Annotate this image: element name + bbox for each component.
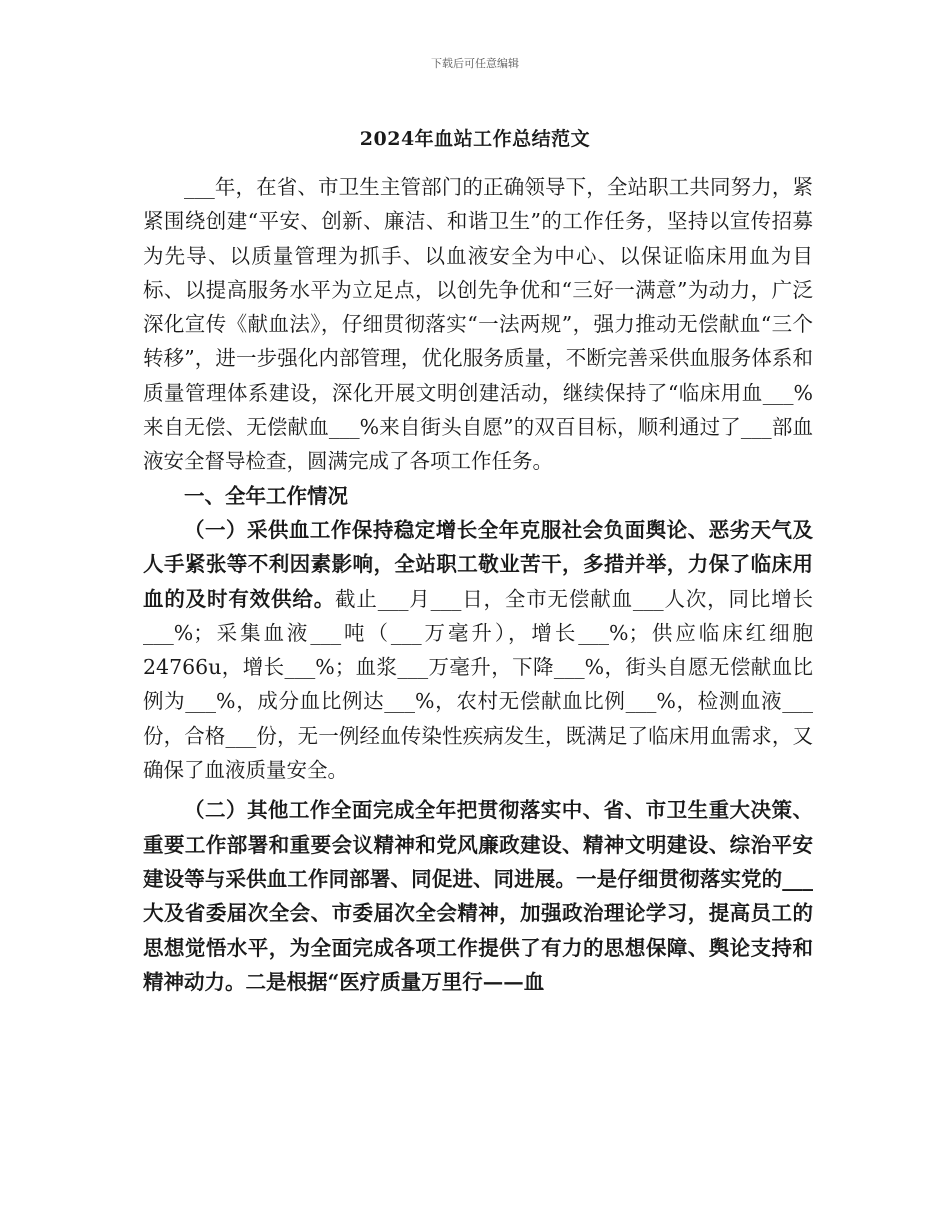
- document-title: 2024年血站工作总结范文: [359, 128, 591, 150]
- intro-paragraph: ___年，在省、市卫生主管部门的正确领导下，全站职工共同努力，紧紧围绕创建“平安、创新、廉洁、和谐卫生”的工作任务，坚持以宣传招募为先导、以质量管理为抓手、以血液安全为中心、以保证临床用血为目标、以提高服务水平为立足点，以创先争优和“三好一满意”为动力，广泛深化宣传《献血法》，仔细贯彻落实“一法两规”，强力推动无偿献血“三个转移”，进一步强化内部管理，优化服务质量，不断完善采供血服务体系和质量管理体系建设，深化开展文明创建活动，继续保持了“临床用血___%来自无偿、无偿献血___%来自街头自愿”的双百目标，顺利通过了___部血液安全督导检查，圆满完成了各项工作任务。: [143, 175, 813, 474]
- section-heading: 一、全年工作情况: [184, 483, 348, 508]
- document-body: [143, 170, 813, 999]
- header-note: 下载后可任意编辑: [431, 57, 519, 70]
- subsection-2-paragraph: （二）其他工作全面完成全年把贯彻落实中、省、市卫生重大决策、重要工作部署和重要会议精神和党风廉政建设、精神文明建设、综治平安建设等与采供血工作同部署、同促进、同进展。一是仔细贯彻落实党的___大及省委届次全会、市委届次全会精神，加强政治理论学习，提高员工的思想觉悟水平，为全面完成各项工作提供了有力的思想保障、舆论支持和精神动力。二是根据“医疗质量万里行——血: [143, 798, 813, 994]
- subsection-1-heading: （一）采供血工作保持稳定增长全年克服社会负面舆论、恶劣天气及人手紧张等不利因素影响，全站职工敬业苦干，多措并举，力保了临床用血的及时有效供给。: [143, 517, 813, 611]
- subsection-1-paragraph: [143, 513, 813, 787]
- subsection-1-text: 截止___月___日，全市无偿献血___人次，同比增长___%；采集血液___吨（___万毫升），增长___%；供应临床红细胞24766u，增长___%；血浆___万毫升，下降___%，街头自愿无偿献血比例为___%，成分血比例达___%，农村无偿献血比例___%，检测血液___份，合格___份，无一例经血传染性疾病发生，既满足了临床用血需求，又确保了血液质量安全。: [143, 586, 814, 783]
